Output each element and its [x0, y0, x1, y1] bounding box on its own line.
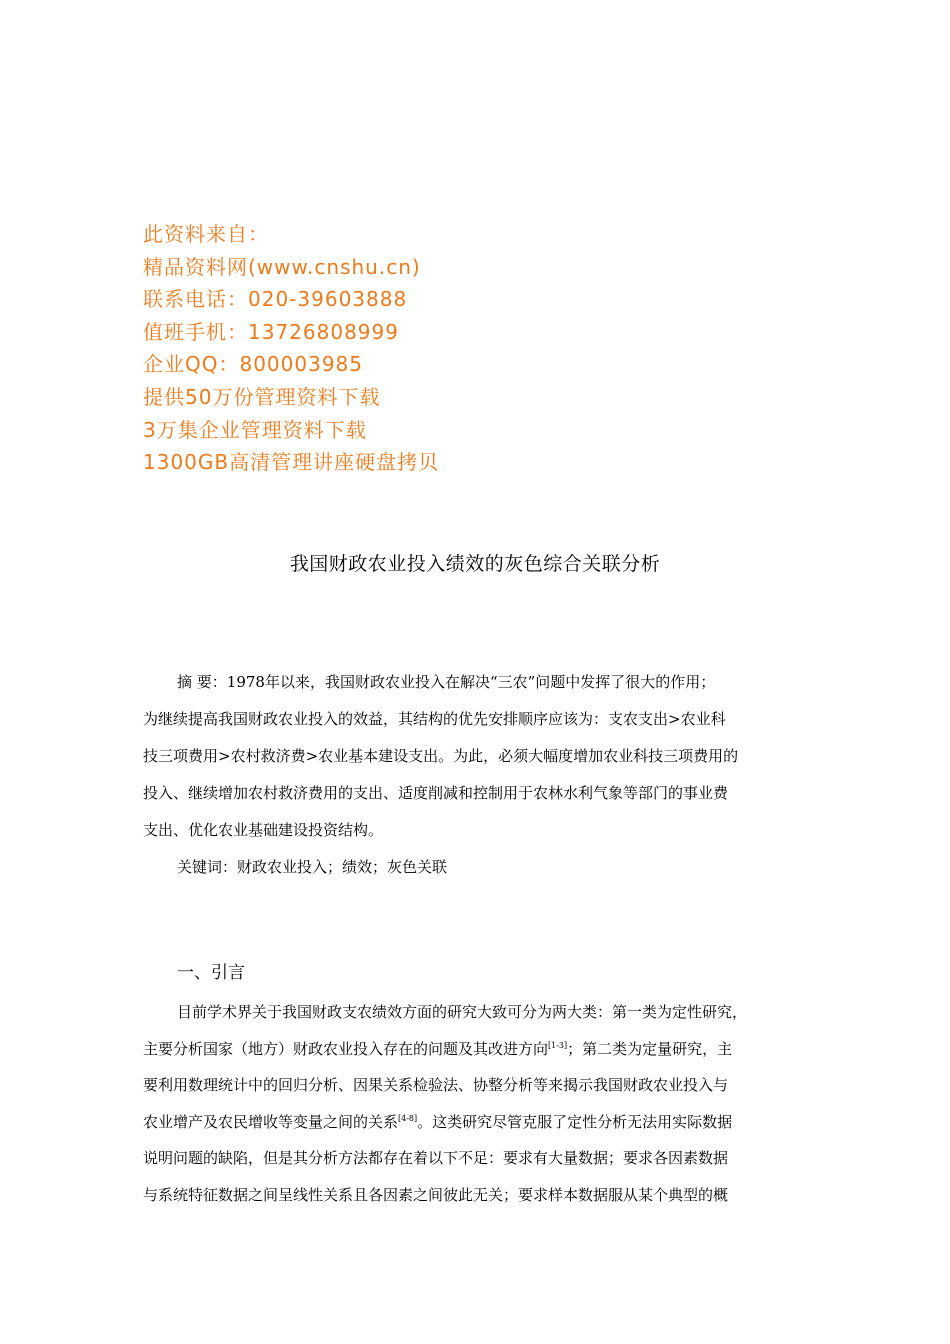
section-heading-introduction: 一、引言	[177, 963, 245, 983]
introduction-paragraph	[143, 994, 811, 1214]
abstract-text-line: 为继续提高我国财政农业投入的效益，其结构的优先安排顺序应该为：支农支出>农业科	[143, 710, 726, 728]
abstract-first-line	[143, 664, 811, 701]
paragraph-line: 要利用数理统计中的回归分析、因果关系检验法、协整分析等来揭示我国财政农业投入与	[143, 1076, 729, 1095]
source-mobile: 值班手机：13726808999	[143, 319, 399, 344]
document-title: 我国财政农业投入绩效的灰色综合关联分析	[289, 553, 661, 575]
paragraph-text: 主要分析国家（地方）财政农业投入存在的问题及其改进方向	[143, 1039, 549, 1058]
abstract-text-line: 支出、优化农业基础建设投资结构。	[143, 821, 384, 839]
source-info-block	[143, 218, 663, 479]
source-phone: 联系电话：020-39603888	[143, 287, 408, 312]
citation-ref: [4-8]	[398, 1113, 418, 1123]
paragraph-text: ；第二类为定量研究，主	[567, 1039, 733, 1058]
paragraph-text: 。这类研究尽管克服了定性分析无法用实际数据	[417, 1112, 733, 1131]
paragraph-line	[143, 1104, 811, 1141]
keywords-text: 财政农业投入；绩效；灰色关联	[237, 858, 448, 876]
paragraph-line	[143, 1031, 811, 1068]
abstract-text-line: 投入、继续增加农村救济费用的支出、适度削减和控制用于农林水利气象等部门的事业费	[143, 784, 729, 802]
paragraph-line: 与系统特征数据之间呈线性关系且各因素之间彼此无关；要求样本数据服从某个典型的概	[143, 1185, 729, 1204]
source-offer-3: 1300GB高清管理讲座硬盘拷贝	[143, 450, 440, 475]
keywords-label: 关键词：	[177, 858, 238, 876]
abstract-text-line: 技三项费用>农村救济费>农业基本建设支出。为此，必须大幅度增加农业科技三项费用的	[143, 747, 739, 765]
source-offer-1: 提供50万份管理资料下载	[143, 384, 381, 409]
source-offer-2: 3万集企业管理资料下载	[143, 417, 367, 442]
citation-ref: [1-3]	[548, 1040, 568, 1050]
abstract-label: 摘 要：	[177, 673, 227, 691]
keywords-line	[143, 849, 811, 886]
abstract-section	[143, 664, 811, 886]
source-website: 精品资料网(www.cnshu.cn)	[143, 254, 421, 279]
paragraph-line: 说明问题的缺陷，但是其分析方法都存在着以下不足：要求有大量数据；要求各因素数据	[143, 1149, 729, 1168]
abstract-text-line: 1978年以来，我国财政农业投入在解决“三农”问题中发挥了很大的作用；	[226, 673, 716, 691]
source-qq: 企业QQ：800003985	[143, 352, 364, 377]
source-heading: 此资料来自：	[143, 222, 269, 246]
paragraph-text: 农业增产及农民增收等变量之间的关系	[143, 1112, 399, 1131]
paragraph-line: 目前学术界关于我国财政支农绩效方面的研究大致可分为两大类：第一类为定性研究，	[177, 1003, 748, 1021]
